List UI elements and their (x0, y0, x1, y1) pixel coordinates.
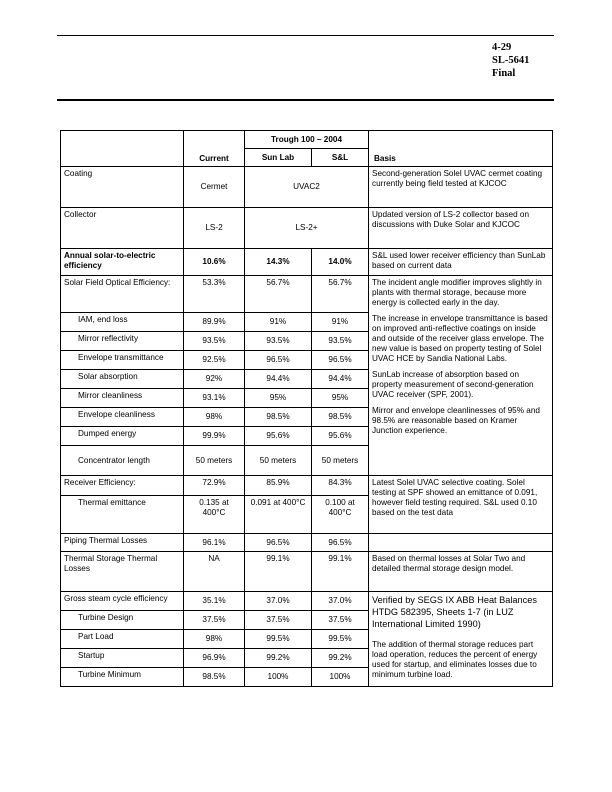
row-label: Thermal Storage Thermal Losses (61, 552, 184, 592)
cell-value: 98.5% (245, 408, 312, 427)
cell-value: 98% (184, 630, 245, 649)
cell-value: 37.5% (245, 611, 312, 630)
cell-value: 91% (312, 313, 369, 332)
table-row (61, 208, 553, 249)
optical-basis (369, 276, 553, 476)
row-label: Annual solar-to-electric efficiency (61, 249, 184, 276)
basis-text: Verified by SEGS IX ABB Heat Balances HTDG 582395, Sheets 1-7 (in LUZ International Limited 1990) (372, 595, 537, 629)
cell-value: 99.9% (184, 427, 245, 446)
cell-value: 93.5% (245, 332, 312, 351)
basis-text: The incident angle modifier improves slightly in plants with thermal storage, because more energy is collected early in the day. (372, 278, 542, 307)
cell-value: 96.5% (245, 534, 312, 552)
cell-value: 56.7% (312, 276, 369, 313)
cell-value: 0.091 at 400°C (245, 496, 312, 534)
basis-text: S&L used lower receiver efficiency than SunLab based on current data (369, 249, 553, 276)
cell-value: 95.6% (312, 427, 369, 446)
cell-value: 10.6% (184, 249, 245, 276)
cell-value: 99.1% (312, 552, 369, 592)
cell-value: 37.0% (312, 592, 369, 611)
cell-value: 50 meters (184, 446, 245, 476)
page-number: 4-29 (492, 42, 512, 53)
cell-value: 99.1% (245, 552, 312, 592)
row-label: Turbine Minimum (61, 668, 184, 687)
row-label: Part Load (61, 630, 184, 649)
col-header-sl: S&L (312, 149, 369, 167)
cell-value: 95.6% (245, 427, 312, 446)
cell-value: 93.5% (312, 332, 369, 351)
basis-text: The addition of thermal storage reduces part load operation, reduces the percent of energy used for startup, and eliminates losses due to minimum turbine load. (372, 640, 538, 679)
cell-value: 96.5% (312, 534, 369, 552)
row-label: Turbine Design (61, 611, 184, 630)
cell-value: 99.2% (312, 649, 369, 668)
col-header-current: Current (184, 131, 245, 167)
cell-value: 95% (312, 389, 369, 408)
cell-value: NA (184, 552, 245, 592)
basis-text: SunLab increase of absorption based on property measurement of second-generation UVAC receiver (SPF, 2001). (372, 370, 534, 399)
cell-value: 99.2% (245, 649, 312, 668)
cell-value: 85.9% (245, 476, 312, 496)
row-label: Coating (61, 167, 184, 208)
cell-value: 0.135 at 400°C (184, 496, 245, 534)
row-label: Collector (61, 208, 184, 249)
cell-value: 96.1% (184, 534, 245, 552)
cell-value: 35.1% (184, 592, 245, 611)
cell-value: 84.3% (312, 476, 369, 496)
row-label: Solar Field Optical Efficiency: (61, 276, 184, 313)
row-label: Mirror reflectivity (61, 332, 184, 351)
row-label: Envelope cleanliness (61, 408, 184, 427)
cell-value: 98.5% (184, 668, 245, 687)
cell-value: 89.9% (184, 313, 245, 332)
cell-value: 93.1% (184, 389, 245, 408)
cell-value: 0.100 at 400°C (312, 496, 369, 534)
cell-value: 100% (245, 668, 312, 687)
header-bottom-rule (57, 99, 554, 101)
cell-value: 14.0% (312, 249, 369, 276)
cell-value: 37.0% (245, 592, 312, 611)
cell-value: 91% (245, 313, 312, 332)
cell-value: 93.5% (184, 332, 245, 351)
table-row (61, 276, 553, 313)
col-header-trough: Trough 100 – 2004 (245, 131, 369, 149)
basis-text: Mirror and envelope cleanlinesses of 95% and 98.5% are reasonable based on Kramer Junction experience. (372, 406, 540, 435)
cell-value: UVAC2 (245, 167, 369, 208)
col-header-basis: Basis (369, 131, 553, 167)
cell-value: 14.3% (245, 249, 312, 276)
page-header (492, 41, 529, 80)
row-label: Piping Thermal Losses (61, 534, 184, 552)
basis-text: Based on thermal losses at Solar Two and detailed thermal storage design model. (369, 552, 553, 592)
row-label: Solar absorption (61, 370, 184, 389)
basis-text (369, 534, 553, 552)
document-id: SL-5641 (492, 55, 530, 66)
row-label: Mirror cleanliness (61, 389, 184, 408)
row-label: Envelope transmittance (61, 351, 184, 370)
cell-value: 56.7% (245, 276, 312, 313)
row-label: Receiver Efficiency: (61, 476, 184, 496)
cell-value: 95% (245, 389, 312, 408)
col-header-sunlab: Sun Lab (245, 149, 312, 167)
cell-value: Cermet (184, 167, 245, 208)
cell-value: 92% (184, 370, 245, 389)
row-label: Thermal emittance (61, 496, 184, 534)
row-label: Gross steam cycle efficiency (61, 592, 184, 611)
cell-value: 50 meters (245, 446, 312, 476)
steam-basis (369, 592, 553, 687)
efficiency-comparison-table (60, 130, 553, 687)
table-row (61, 249, 553, 276)
cell-value: 96.5% (245, 351, 312, 370)
cell-value: 96.9% (184, 649, 245, 668)
cell-value: 94.4% (312, 370, 369, 389)
cell-value: 94.4% (245, 370, 312, 389)
cell-value: 98% (184, 408, 245, 427)
table-row (61, 167, 553, 208)
cell-value: 37.5% (184, 611, 245, 630)
row-label: Startup (61, 649, 184, 668)
document-status: Final (492, 68, 516, 79)
cell-value: 96.5% (312, 351, 369, 370)
table-header-row (61, 131, 553, 149)
cell-value: 100% (312, 668, 369, 687)
basis-text: Updated version of LS-2 collector based on discussions with Duke Solar and KJCOC (369, 208, 553, 249)
cell-value: 50 meters (312, 446, 369, 476)
table-row (61, 534, 553, 552)
cell-value: 98.5% (312, 408, 369, 427)
basis-text: The increase in envelope transmittance is based on improved anti-reflective coatings on inside and outside of the receiver glass envelope. The new value is based on property testing of Solel UVAC HCE by Sandia National Labs. (372, 314, 548, 363)
row-label: Dumped energy (61, 427, 184, 446)
basis-text: Latest Solel UVAC selective coating. Solel testing at SPF showed an emittance of 0.091, however field testing required. S&L used 0.10 based on the test data (369, 476, 553, 534)
header-top-rule (57, 35, 554, 36)
cell-value: LS-2+ (245, 208, 369, 249)
table-row (61, 552, 553, 592)
cell-value: 53.3% (184, 276, 245, 313)
cell-value: 92.5% (184, 351, 245, 370)
row-label: Concentrator length (61, 446, 184, 476)
cell-value: 99.5% (312, 630, 369, 649)
cell-value: LS-2 (184, 208, 245, 249)
basis-text: Second-generation Solel UVAC cermet coating currently being field tested at KJCOC (369, 167, 553, 208)
cell-value: 99.5% (245, 630, 312, 649)
table-row (61, 592, 553, 611)
row-label: IAM, end loss (61, 313, 184, 332)
table-row (61, 476, 553, 496)
cell-value: 72.9% (184, 476, 245, 496)
cell-value: 37.5% (312, 611, 369, 630)
